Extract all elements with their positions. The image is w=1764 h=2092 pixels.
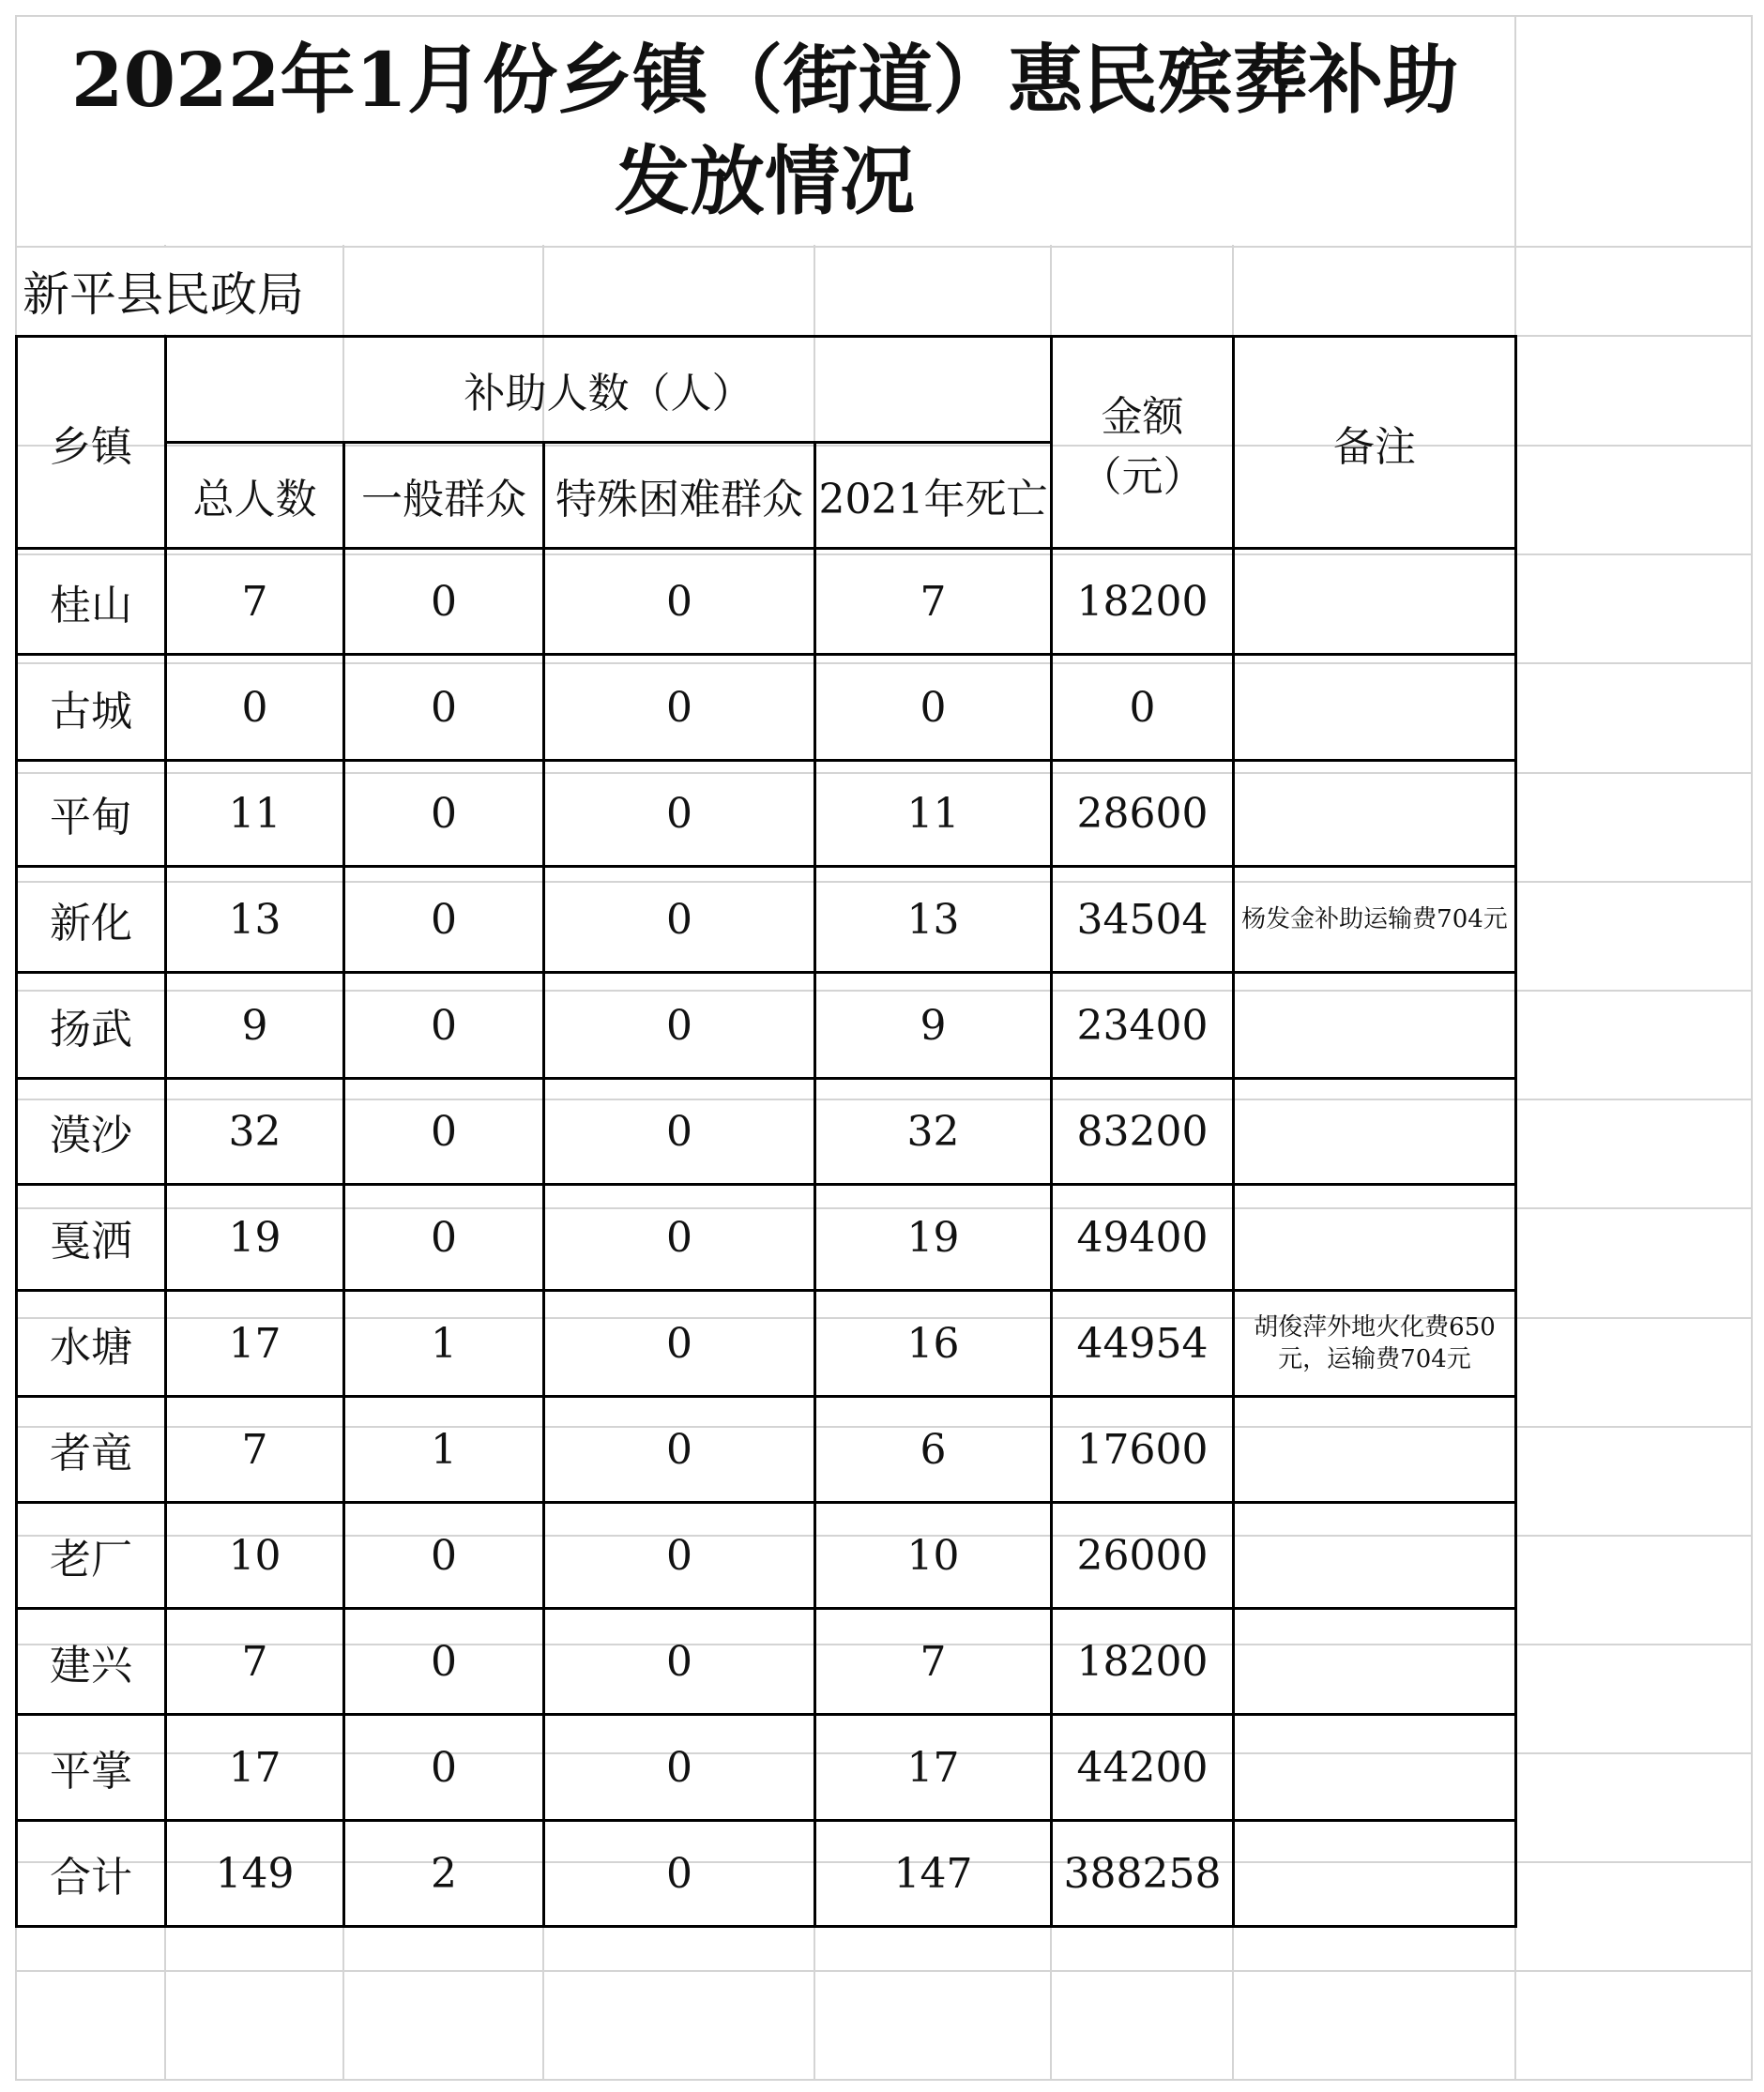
cell-town[interactable]: 漠沙 — [17, 1079, 166, 1185]
cell-special[interactable]: 0 — [544, 655, 815, 761]
cell-note[interactable] — [1234, 761, 1516, 867]
table-row — [17, 1609, 1516, 1715]
header-died-2021[interactable]: 2021年死亡 — [815, 443, 1052, 549]
cell-special[interactable]: 0 — [544, 1079, 815, 1185]
header-town[interactable]: 乡镇 — [17, 337, 166, 549]
cell-special[interactable]: 0 — [544, 1821, 815, 1927]
cell-amount[interactable]: 26000 — [1052, 1503, 1234, 1609]
table-row — [17, 761, 1516, 867]
cell-town[interactable]: 古城 — [17, 655, 166, 761]
cell-total[interactable]: 13 — [166, 867, 344, 973]
cell-total[interactable]: 149 — [166, 1821, 344, 1927]
cell-amount[interactable]: 17600 — [1052, 1397, 1234, 1503]
cell-special[interactable]: 0 — [544, 867, 815, 973]
cell-total[interactable]: 10 — [166, 1503, 344, 1609]
cell-note[interactable]: 杨发金补助运输费704元 — [1234, 867, 1516, 973]
cell-special[interactable]: 0 — [544, 1715, 815, 1821]
header-subsidy-count[interactable]: 补助人数（人） — [166, 337, 1052, 443]
cell-note[interactable] — [1234, 973, 1516, 1079]
cell-special[interactable]: 0 — [544, 1609, 815, 1715]
cell-town[interactable]: 扬武 — [17, 973, 166, 1079]
cell-general[interactable]: 0 — [344, 867, 544, 973]
cell-amount[interactable]: 34504 — [1052, 867, 1234, 973]
cell-note[interactable]: 胡俊萍外地火化费650元，运输费704元 — [1234, 1291, 1516, 1397]
cell-died2021[interactable]: 10 — [815, 1503, 1052, 1609]
cell-total[interactable]: 19 — [166, 1185, 344, 1291]
header-note[interactable]: 备注 — [1234, 337, 1516, 549]
cell-total[interactable]: 11 — [166, 761, 344, 867]
cell-town[interactable]: 戛洒 — [17, 1185, 166, 1291]
cell-amount[interactable]: 23400 — [1052, 973, 1234, 1079]
cell-town[interactable]: 平甸 — [17, 761, 166, 867]
cell-total[interactable]: 17 — [166, 1715, 344, 1821]
cell-died2021[interactable]: 147 — [815, 1821, 1052, 1927]
cell-note[interactable] — [1234, 1503, 1516, 1609]
cell-amount[interactable]: 18200 — [1052, 549, 1234, 655]
cell-note[interactable] — [1234, 1079, 1516, 1185]
cell-special[interactable]: 0 — [544, 1291, 815, 1397]
header-total[interactable]: 总人数 — [166, 443, 344, 549]
cell-died2021[interactable]: 7 — [815, 549, 1052, 655]
cell-note[interactable] — [1234, 1715, 1516, 1821]
cell-special[interactable]: 0 — [544, 1185, 815, 1291]
cell-died2021[interactable]: 19 — [815, 1185, 1052, 1291]
cell-town[interactable]: 水塘 — [17, 1291, 166, 1397]
cell-general[interactable]: 0 — [344, 655, 544, 761]
cell-note[interactable] — [1234, 1609, 1516, 1715]
cell-general[interactable]: 0 — [344, 1079, 544, 1185]
cell-total[interactable]: 7 — [166, 1397, 344, 1503]
total-row — [17, 1821, 1516, 1927]
cell-special[interactable]: 0 — [544, 1503, 815, 1609]
cell-town[interactable]: 建兴 — [17, 1609, 166, 1715]
cell-amount[interactable]: 49400 — [1052, 1185, 1234, 1291]
cell-died2021[interactable]: 0 — [815, 655, 1052, 761]
cell-total[interactable]: 17 — [166, 1291, 344, 1397]
cell-total[interactable]: 7 — [166, 1609, 344, 1715]
table-row — [17, 973, 1516, 1079]
header-row-1 — [17, 337, 1516, 443]
table-row — [17, 1079, 1516, 1185]
cell-total[interactable]: 0 — [166, 655, 344, 761]
cell-died2021[interactable]: 32 — [815, 1079, 1052, 1185]
cell-special[interactable]: 0 — [544, 549, 815, 655]
cell-total[interactable]: 32 — [166, 1079, 344, 1185]
table-row — [17, 867, 1516, 973]
header-amount-line2: （元） — [1080, 452, 1205, 501]
cell-general[interactable]: 1 — [344, 1291, 544, 1397]
cell-amount[interactable]: 83200 — [1052, 1079, 1234, 1185]
cell-note[interactable] — [1234, 1185, 1516, 1291]
cell-total[interactable]: 9 — [166, 973, 344, 1079]
cell-died2021[interactable]: 9 — [815, 973, 1052, 1079]
cell-amount[interactable]: 18200 — [1052, 1609, 1234, 1715]
header-general[interactable]: 一般群众 — [344, 443, 544, 549]
cell-amount[interactable]: 388258 — [1052, 1821, 1234, 1927]
cell-general[interactable]: 0 — [344, 1185, 544, 1291]
table-row — [17, 1397, 1516, 1503]
header-amount-line1: 金额 — [1101, 392, 1184, 441]
cell-note[interactable] — [1234, 655, 1516, 761]
organization-label: 新平县民政局 — [23, 266, 304, 322]
table-row — [17, 655, 1516, 761]
cell-amount[interactable]: 44954 — [1052, 1291, 1234, 1397]
cell-amount[interactable]: 44200 — [1052, 1715, 1234, 1821]
subsidy-table — [15, 335, 1517, 1928]
cell-died2021[interactable]: 7 — [815, 1609, 1052, 1715]
cell-note[interactable] — [1234, 1397, 1516, 1503]
gridline — [15, 1970, 1753, 1972]
cell-town[interactable]: 新化 — [17, 867, 166, 973]
cell-general[interactable]: 1 — [344, 1397, 544, 1503]
cell-died2021[interactable]: 6 — [815, 1397, 1052, 1503]
cell-town[interactable]: 老厂 — [17, 1503, 166, 1609]
cell-special[interactable]: 0 — [544, 1397, 815, 1503]
cell-amount[interactable]: 0 — [1052, 655, 1234, 761]
cell-town[interactable]: 合计 — [17, 1821, 166, 1927]
cell-amount[interactable]: 28600 — [1052, 761, 1234, 867]
gridline — [15, 2079, 1753, 2081]
cell-general[interactable]: 0 — [344, 973, 544, 1079]
table-row — [17, 1503, 1516, 1609]
table-row — [17, 1291, 1516, 1397]
cell-general[interactable]: 0 — [344, 1609, 544, 1715]
cell-general[interactable]: 0 — [344, 761, 544, 867]
cell-died2021[interactable]: 11 — [815, 761, 1052, 867]
cell-town[interactable]: 平掌 — [17, 1715, 166, 1821]
cell-town[interactable]: 桂山 — [17, 549, 166, 655]
title-line-1: 2022年1月份乡镇（街道）惠民殡葬补助 — [70, 36, 1459, 124]
cell-died2021[interactable]: 16 — [815, 1291, 1052, 1397]
cell-town[interactable]: 者竜 — [17, 1397, 166, 1503]
cell-general[interactable]: 0 — [344, 549, 544, 655]
cell-died2021[interactable]: 17 — [815, 1715, 1052, 1821]
cell-total[interactable]: 7 — [166, 549, 344, 655]
cell-special[interactable]: 0 — [544, 973, 815, 1079]
gridline — [1751, 15, 1753, 2079]
page-title — [15, 15, 1514, 246]
cell-general[interactable]: 2 — [344, 1821, 544, 1927]
cell-general[interactable]: 0 — [344, 1503, 544, 1609]
cell-died2021[interactable]: 13 — [815, 867, 1052, 973]
cell-note[interactable] — [1234, 1821, 1516, 1927]
header-special[interactable]: 特殊困难群众 — [544, 443, 815, 549]
header-amount[interactable] — [1052, 337, 1234, 549]
cell-general[interactable]: 0 — [344, 1715, 544, 1821]
title-line-2: 发放情况 — [614, 137, 915, 225]
table-row — [17, 1715, 1516, 1821]
cell-special[interactable]: 0 — [544, 761, 815, 867]
table-row — [17, 549, 1516, 655]
table-row — [17, 1185, 1516, 1291]
cell-note[interactable] — [1234, 549, 1516, 655]
